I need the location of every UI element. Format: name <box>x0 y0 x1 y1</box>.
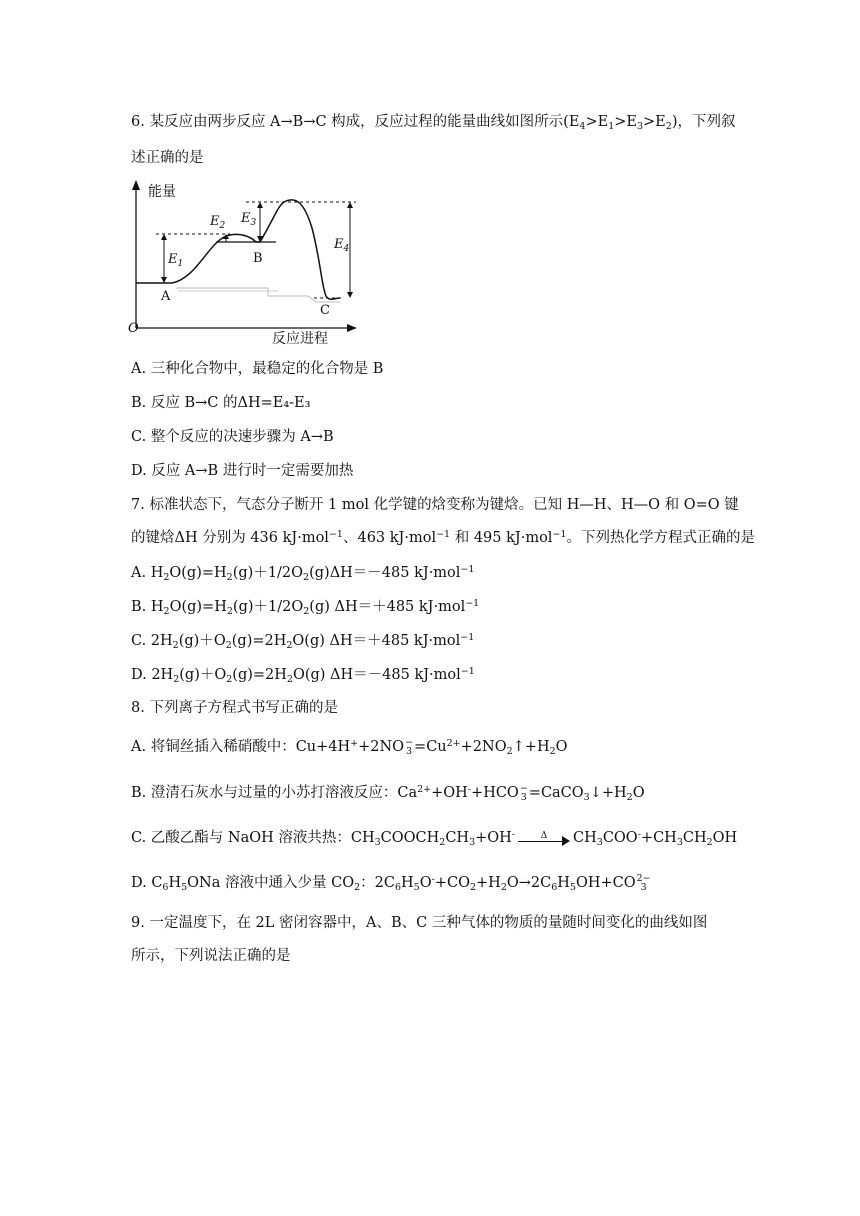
x-axis-arrow <box>347 324 357 332</box>
q8-option-b: B. 澄清石灰水与过量的小苏打溶液反应：$Ca^{2+}+OH^-+HCO$ − 3 $=CaCO_3↓+H_2O$ <box>131 783 645 803</box>
energy-diagram <box>128 178 358 348</box>
q7-option-c: C. $2H_2(g)+O_2(g)=2H_2O(g)$ ΔH＝＋485 kJ·mol$^{-1}$ <box>131 632 475 651</box>
energy-curve <box>136 200 340 299</box>
point-a-label: A <box>161 289 171 304</box>
q6-option-c: C. 整个反应的决速步骤为 A→B <box>131 429 334 445</box>
q6-stem-line1: 6. 某反应由两步反应 A→B→C 构成，反应过程的能量曲线如图所示$(E_4>E_1>E_3>E_2)$，下列叙 <box>131 114 736 132</box>
point-c-label: C <box>320 303 330 318</box>
y-axis-label: 能量 <box>148 184 176 200</box>
q6-option-b: B. 反应 B→C 的ΔH=E₄-E₃ <box>131 395 311 411</box>
q6-option-a: A. 三种化合物中，最稳定的化合物是 B <box>131 361 384 377</box>
q8-option-d: D. $C_6H_5ONa$ 溶液中通入少量 $CO_2$：$2C_6H_5O^-+CO_2+H_2O\to 2C_6H_5OH+CO$ 2− 3 <box>131 873 651 893</box>
q7-option-a: A. $H_2O(g)=H_2(g)+1/2O_2(g)\Delta H=-485$ kJ·mol$^{-1}$ <box>131 564 475 583</box>
e1-label: $E_1$ <box>168 252 184 269</box>
q6-stem-line2: 述正确的是 <box>131 150 204 166</box>
origin-label: O <box>128 321 139 336</box>
q8-option-a: A. 将铜丝插入稀硝酸中：Cu+4H++2NO − 3 $=Cu^{2+}+2NO_2↑+H_2O$ <box>131 737 568 757</box>
e4-label: $E_4$ <box>334 237 350 254</box>
q7-stem-line2: 的键焓ΔH 分别为 436 kJ·mol$^{-1}$、463 kJ·mol$^{-1}$ 和 495 kJ·mol$^{-1}$。下列热化学方程式正确的是 <box>131 529 755 546</box>
q7-option-d: D. $2H_2(g)+O_2(g)=2H_2O(g)$ ΔH＝－485 kJ·mol$^{-1}$ <box>131 666 475 685</box>
q6-option-d: D. 反应 A→B 进行时一定需要加热 <box>131 463 354 479</box>
point-b-label: B <box>253 251 263 266</box>
q7-stem-line1: 7. 标准状态下，气态分子断开 1 mol 化学键的焓变称为键焓。已知 H—H、H—O 和 O=O 键 <box>131 497 739 513</box>
q8-stem: 8. 下列离子方程式书写正确的是 <box>131 700 338 716</box>
q9-stem-line1: 9. 一定温度下，在 2L 密闭容器中，A、B、C 三种气体的物质的量随时间变化的曲线如图 <box>131 915 708 931</box>
faint-line <box>176 288 340 302</box>
e3-label: $E_3$ <box>241 211 257 228</box>
q9-stem-line2: 所示，下列说法正确的是 <box>131 948 291 964</box>
q8-option-c: C. 乙酸乙酯与 NaOH 溶液共热：$CH_3COOCH_2CH_3+OH^-$ Δ $CH_3COO^-+CH_3CH_2OH$ <box>131 829 738 848</box>
heat-arrow: Δ <box>518 830 570 846</box>
y-axis-arrow <box>132 180 140 190</box>
e2-label: $E_2$ <box>210 214 226 231</box>
q7-option-b: B. $H_2O(g)=H_2(g)+1/2O_2(g)$ ΔH＝＋485 kJ·mol$^{-1}$ <box>131 598 480 617</box>
x-axis-label: 反应进程 <box>272 331 328 347</box>
